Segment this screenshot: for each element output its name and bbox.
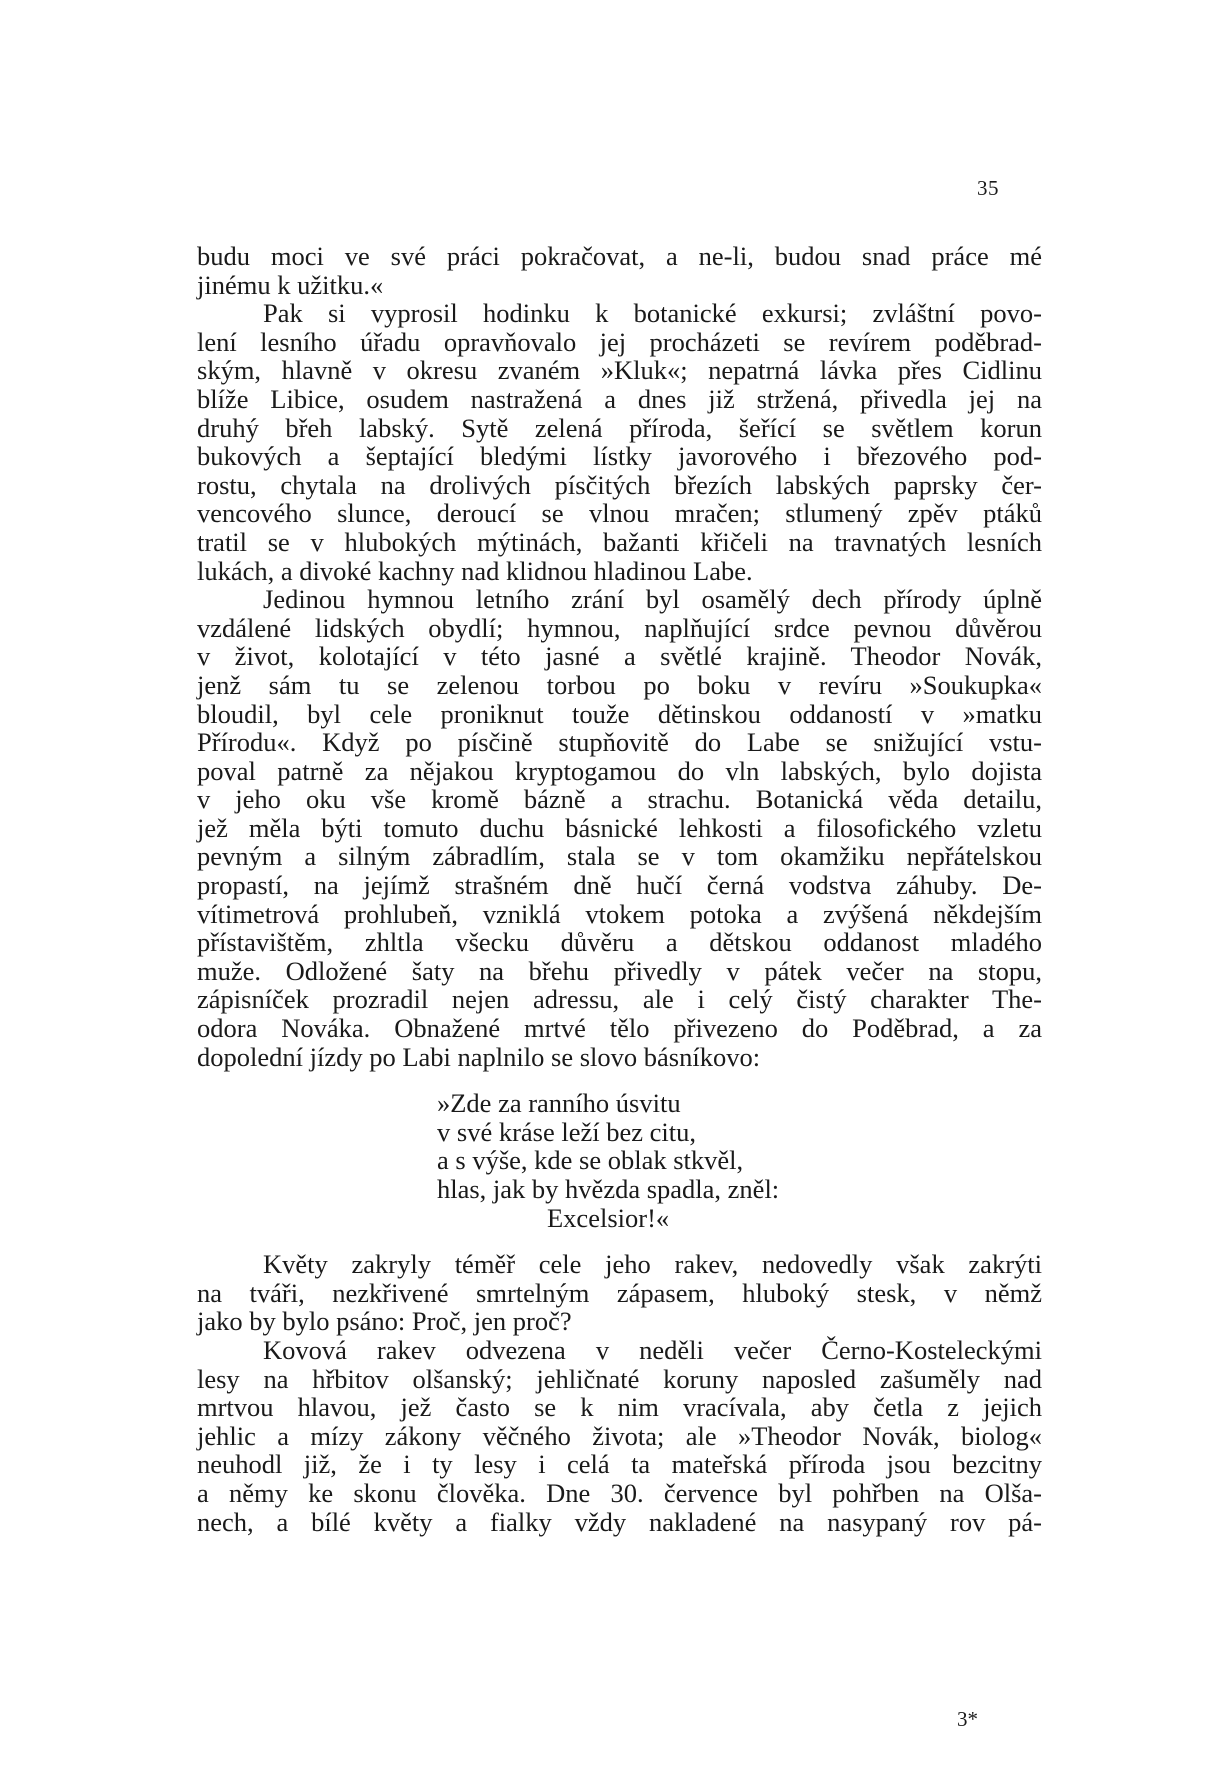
text-line: jenž sám tu se zelenou torbou po boku v revíru »Soukupka« — [197, 669, 1042, 700]
poem-line: a s výše, kde se oblak stkvěl, — [437, 1145, 744, 1176]
text-line: budu moci ve své práci pokračovat, a ne-li, budou snad práce mé — [197, 241, 1042, 271]
text-line: muže. Odložené šaty na břehu přivedly v pátek večer na stopu, — [197, 955, 1042, 986]
poem-line: hlas, jak by hvězda spadla, zněl: — [437, 1174, 780, 1204]
text-line: mrtvou hlavou, jež často se k nim vracívala, aby četla z jejich — [197, 1392, 1042, 1423]
text-line: zápisníček prozradil nejen adressu, ale i celý čistý charakter The- — [197, 984, 1042, 1015]
main-text — [197, 242, 1042, 1536]
paragraph — [197, 585, 1042, 1071]
text-line: nech, a bílé květy a fialky vždy nakladené na nasypaný rov pá- — [197, 1506, 1042, 1537]
poem-refrain: Excelsior!« — [547, 1202, 670, 1233]
paragraph — [197, 299, 1042, 585]
spacer — [197, 1071, 1042, 1089]
text-line: vzdálené lidských obydlí; hymnou, naplňující srdce pevnou důvěrou — [197, 612, 1042, 643]
text-line: bloudil, byl cele proniknut touže dětinskou oddaností v »matku — [197, 698, 1042, 729]
paragraph — [197, 1250, 1042, 1336]
text-line: v život, kolotající v této jasné a světlé krajině. Theodor Novák, — [197, 641, 1042, 672]
poem-line: »Zde za ranního úsvitu — [437, 1088, 681, 1119]
paragraph — [197, 242, 1042, 299]
spacer — [197, 1232, 1042, 1250]
text-line: lení lesního úřadu opravňovalo jej procházeti se revírem poděbrad- — [197, 326, 1042, 357]
text-line: druhý břeh labský. Sytě zelená příroda, šeřící se světlem korun — [197, 412, 1042, 443]
text-line: bukových a šeptající bledými lístky javorového i březového pod- — [197, 441, 1042, 472]
page-number: 35 — [977, 176, 999, 200]
text-line: přístavištěm, zhltla všecku důvěru a dětskou oddanost mladého — [197, 927, 1042, 958]
text-line: lukách, a divoké kachny nad klidnou hladinou Labe. — [197, 555, 753, 586]
text-line: rostu, chytala na drolivých písčitých březích labských paprsky čer- — [197, 469, 1042, 500]
text-line: odora Nováka. Obnažené mrtvé tělo přivezeno do Poděbrad, a za — [197, 1013, 1042, 1044]
text-line: pevným a silným zábradlím, stala se v tom okamžiku nepřátelskou — [197, 841, 1042, 872]
text-line: poval patrně za nějakou kryptogamou do vln labských, bylo dojista — [197, 755, 1042, 786]
text-line: vencového slunce, deroucí se vlnou mračen; stlumený zpěv ptáků — [197, 498, 1042, 529]
text-line: Květy zakryly téměř cele jeho rakev, nedovedly však zakrýti — [263, 1249, 1042, 1280]
text-line: dopolední jízdy po Labi naplnilo se slovo básníkovo: — [197, 1041, 761, 1072]
text-line: tratil se v hlubokých mýtinách, bažanti křičeli na travnatých lesních — [197, 526, 1042, 557]
text-line: a němy ke skonu člověka. Dne 30. července byl pohřben na Olša- — [197, 1477, 1042, 1508]
text-line: ským, hlavně v okresu zvaném »Kluk«; nepatrná lávka přes Cidlinu — [197, 355, 1042, 386]
text-line: Kovová rakev odvezena v neděli večer Černo-Kosteleckými — [263, 1334, 1042, 1365]
signature-mark: 3* — [957, 1707, 978, 1731]
text-line: vítimetrová prohlubeň, vzniklá vtokem potoka a zvýšená někdejším — [197, 898, 1042, 929]
text-line: jinému k užitku.« — [197, 269, 384, 300]
text-line: jehlic a mízy zákony věčného života; ale »Theodor Novák, biolog« — [197, 1420, 1042, 1451]
text-line: Jedinou hymnou letního zrání byl osamělý dech přírody úplně — [263, 584, 1042, 615]
poem-line: v své kráse leží bez citu, — [437, 1116, 696, 1147]
paragraph — [197, 1336, 1042, 1536]
text-line: v jeho oku vše kromě bázně a strachu. Botanická věda detailu, — [197, 784, 1042, 815]
poem-quotation — [197, 1089, 1042, 1232]
text-line: na tváři, nezkřivené smrtelným zápasem, hluboký stesk, v němž — [197, 1277, 1042, 1308]
text-line: lesy na hřbitov olšanský; jehličnaté koruny naposled zašuměly nad — [197, 1363, 1042, 1394]
text-line: neuhodl již, že i ty lesy i celá ta mateřská příroda jsou bezcitny — [197, 1449, 1042, 1480]
text-line: jež měla býti tomuto duchu básnické lehkosti a filosofického vzletu — [197, 812, 1042, 843]
text-line: blíže Libice, osudem nastražená a dnes již stržená, přivedla jej na — [197, 383, 1042, 414]
text-line: jako by bylo psáno: Proč, jen proč? — [197, 1306, 572, 1337]
text-line: Přírodu«. Když po písčině stupňovitě do Labe se snižující vstu- — [197, 727, 1042, 758]
text-line: propastí, na jejímž strašném dně hučí černá vodstva záhuby. De- — [197, 870, 1042, 901]
text-line: Pak si vyprosil hodinku k botanické exkursi; zvláštní povo- — [263, 298, 1042, 329]
